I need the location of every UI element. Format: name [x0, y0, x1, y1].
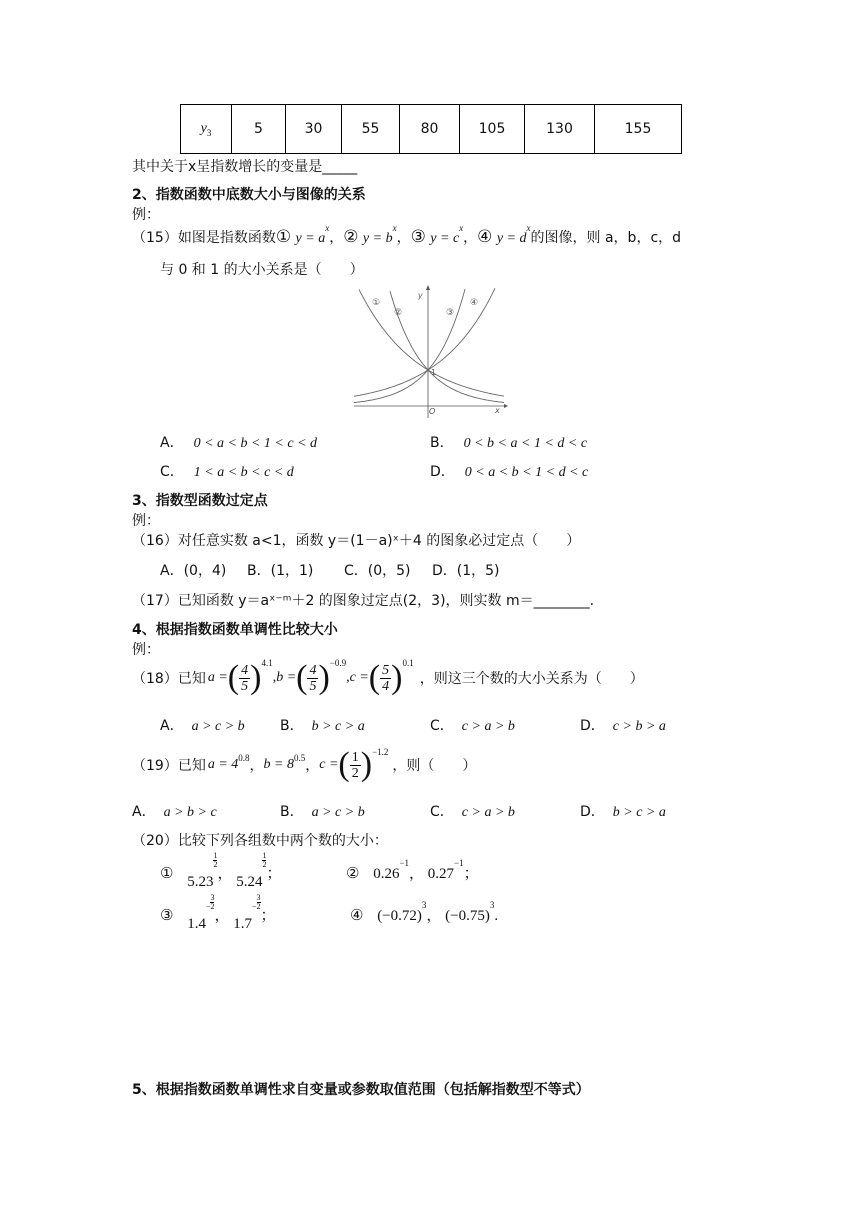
table-cell: 155 — [595, 105, 682, 154]
curve-4 — [354, 289, 465, 403]
table-cell: 55 — [342, 105, 400, 154]
q19-option-b[interactable]: B． a > c > b — [280, 804, 365, 820]
origin-label: O — [429, 407, 436, 416]
curve-2 — [359, 289, 504, 396]
table-cell: 105 — [460, 105, 525, 154]
question-17: （17）已知函数 y＝aˣ⁻ᵐ＋2 的图象过定点(2，3)，则实数 m＝________. — [132, 593, 595, 609]
section-2-heading: 2、指数函数中底数大小与图像的关系 — [132, 187, 366, 203]
section-4-heading: 4、根据指数函数单调性比较大小 — [132, 622, 338, 638]
q20-item-4: ④ $(-0.72)^3$， $(-0.75)^3$. — [350, 900, 499, 924]
q18-option-c[interactable]: C． c > a > b — [430, 718, 515, 734]
row-label: $y_3$ — [181, 105, 232, 154]
q16-option-d[interactable]: D．(1，5) — [432, 563, 500, 579]
question-15-line2: 与 0 和 1 的大小关系是（ ） — [160, 262, 364, 278]
q19-option-d[interactable]: D． b > c > a — [580, 804, 666, 820]
table-cell: 30 — [286, 105, 342, 154]
q15-option-d[interactable]: D． 0 < a < b < 1 < d < c — [430, 464, 589, 480]
question-15: （15）如图是指数函数① $y = a^x$，② $y = b^x$，③ $y = c^x$，④ $y = d^x$的图像，则 a，b，c，d — [132, 223, 682, 247]
q16-option-b[interactable]: B．(1，1) — [247, 563, 314, 579]
label-curve-2: ② — [394, 308, 403, 318]
value-table — [180, 104, 682, 154]
x-axis-arrow — [504, 404, 508, 408]
question-16: （16）对任意实数 a<1，函数 y＝(1－a)ˣ＋4 的图象必过定点（ ） — [132, 533, 581, 549]
x-axis-label: x — [495, 406, 500, 415]
q18-option-d[interactable]: D． c > b > a — [580, 718, 666, 734]
q19-option-a[interactable]: A． a > b > c — [132, 804, 217, 820]
y-axis-label: y — [418, 291, 423, 300]
q15-option-b[interactable]: B． 0 < b < a < 1 < d < c — [430, 435, 588, 451]
q20-item-3: ③ 1.4− $\frac{3}{2}$ ， 1.7− $\frac{3}{2}$ ； — [160, 893, 276, 932]
q18-option-b[interactable]: B． b > c > a — [280, 718, 365, 734]
exponential-graph — [352, 284, 508, 418]
q18-option-a[interactable]: A． a > c > b — [160, 718, 245, 734]
q15-option-a[interactable]: A． 0 < a < b < 1 < c < d — [160, 435, 318, 451]
q19-option-c[interactable]: C． c > a > b — [430, 804, 515, 820]
q20-item-1: ① 5.23 $\frac{1}{2}$， 5.24 $\frac{1}{2}$； — [160, 851, 282, 890]
q16-option-c[interactable]: C．(0，5) — [344, 563, 411, 579]
section-4-example: 例： — [132, 642, 160, 658]
y-axis-arrow — [426, 285, 430, 290]
label-curve-3: ③ — [446, 308, 455, 318]
q20-item-2: ② $0.26^{-1}$， $0.27^{-1}$； — [346, 858, 479, 882]
section-3-example: 例： — [132, 513, 160, 529]
q16-option-a[interactable]: A．(0，4) — [160, 563, 227, 579]
q15-option-c[interactable]: C． 1 < a < b < c < d — [160, 464, 294, 480]
question-18: （18）已知 a = ( $\frac{4}{5}$ ) 4.1 ,b = ( $\frac{4}{5}$ ) −0.9 ,c = ( $\frac{5}{4}$ ) 0.1 ，则这三个数的大小关系为（ ） — [132, 658, 644, 696]
label-curve-1: ① — [372, 298, 381, 308]
section-5-heading: 5、根据指数函数单调性求自变量或参数取值范围（包括解指数型不等式） — [132, 1082, 590, 1098]
table-cell: 80 — [400, 105, 460, 154]
question-19: （19）已知 a = 4 0.8 ， b = 8 0.5 ， c = ( $\frac{1}{2}$ ) −1.2 ，则（ ） — [132, 746, 477, 783]
one-label: 1 — [431, 368, 437, 377]
label-curve-4: ④ — [470, 298, 479, 308]
section-2-example: 例： — [132, 207, 160, 223]
section-3-heading: 3、指数型函数过定点 — [132, 493, 268, 509]
table-cell: 5 — [232, 105, 286, 154]
question-20: （20）比较下列各组数中两个数的大小： — [132, 833, 388, 849]
exp-growth-question: 其中关于x呈指数增长的变量是_____ — [132, 159, 358, 175]
table-cell: 130 — [525, 105, 595, 154]
table-row — [181, 105, 682, 154]
